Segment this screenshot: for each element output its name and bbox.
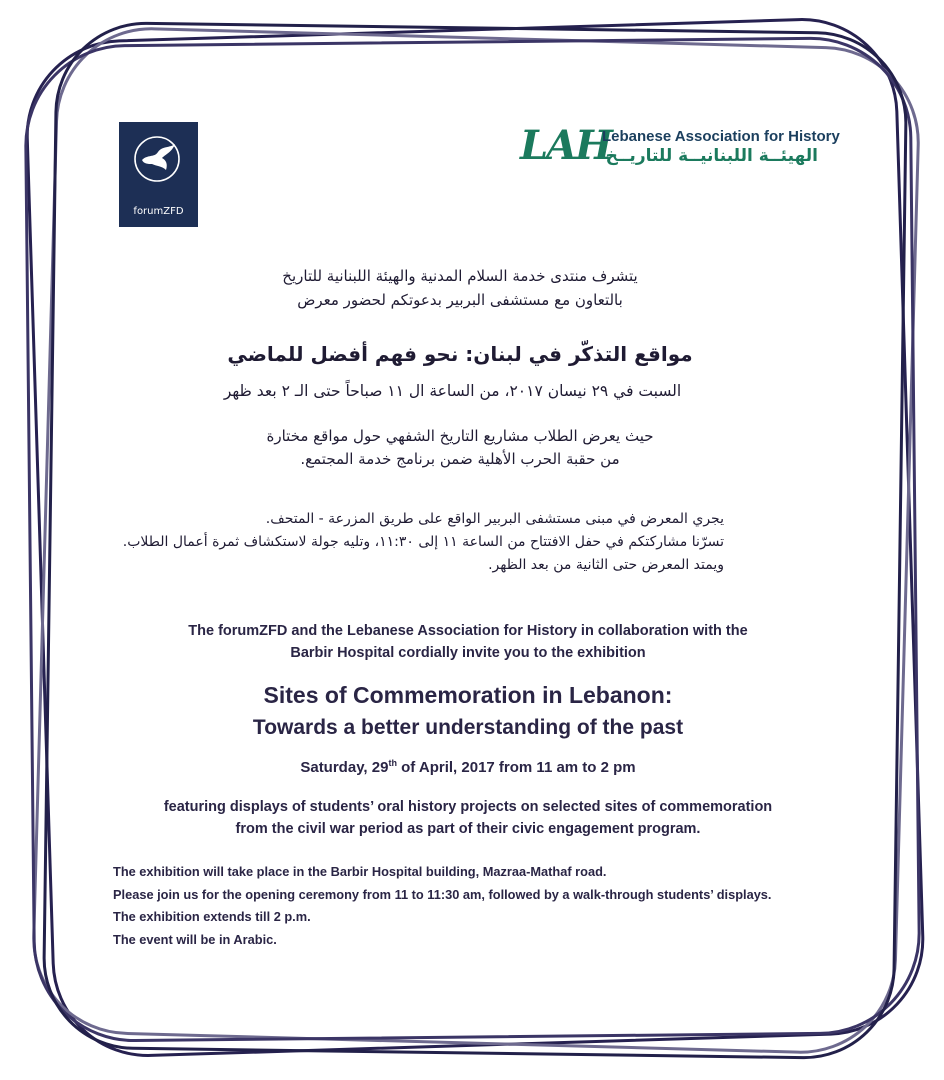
english-subtitle: Towards a better understanding of the past bbox=[252, 716, 684, 739]
english-info bbox=[113, 861, 843, 952]
arabic-intro-line: بالتعاون مع مستشفى البربير بدعوتكم لحضور معرض bbox=[297, 291, 623, 309]
arabic-date: السبت في ٢٩ نيسان ٢٠١٧، من الساعة ال ١١ صباحاً حتى الـ ٢ بعد ظهر bbox=[223, 382, 682, 400]
arabic-info-line: تسرّنا مشاركتكم في حفل الافتتاح من الساعة ١١ إلى ١١:٣٠، وتليه جولة لاستكشاف ثمرة أعمال الطلاب. bbox=[122, 534, 724, 550]
arabic-feature-line: من حقبة الحرب الأهلية ضمن برنامج خدمة المجتمع. bbox=[300, 450, 620, 468]
arabic-feature bbox=[200, 425, 720, 471]
english-date bbox=[100, 752, 836, 779]
english-title: Sites of Commemoration in Lebanon: bbox=[263, 682, 673, 708]
english-info-line: The exhibition will take place in the Barbir Hospital building, Mazraa-Mathaf road. bbox=[113, 864, 607, 879]
arabic-intro-line: يتشرف منتدى خدمة السلام المدنية والهيئة اللبنانية للتاريخ bbox=[282, 267, 638, 285]
english-feature-line: featuring displays of students’ oral history projects on selected sites of commemoration bbox=[163, 799, 773, 815]
lah-logo bbox=[520, 120, 840, 180]
arabic-info-line: ويمتد المعرض حتى الثانية من بعد الظهر. bbox=[488, 557, 724, 573]
lah-arabic-name: الهيئــة اللبنانيــة للتاريــخ bbox=[605, 146, 818, 166]
english-feature bbox=[100, 796, 836, 840]
arabic-feature-line: حيث يعرض الطلاب مشاريع التاريخ الشفهي حول مواقع مختارة bbox=[266, 427, 654, 445]
lah-mark: LAH bbox=[520, 122, 611, 169]
english-info-line: Please join us for the opening ceremony from 11 to 11:30 am, followed by a walk-through students’ displays. bbox=[113, 886, 772, 902]
english-feature-line: from the civil war period as part of their civic engagement program. bbox=[235, 821, 701, 837]
forumzfd-logo bbox=[119, 122, 198, 227]
english-date-suffix: of April, 2017 from 11 am to 2 pm bbox=[396, 759, 636, 776]
english-invite bbox=[100, 620, 836, 664]
arabic-intro bbox=[200, 264, 720, 312]
english-info-line: The event will be in Arabic. bbox=[113, 932, 277, 948]
arabic-info-line: يجري المعرض في مبنى مستشفى البربير الواقع على طريق المزرعة - المتحف. bbox=[265, 511, 724, 527]
english-invite-line: The forumZFD and the Lebanese Association for History in collaboration with the bbox=[188, 623, 748, 639]
english-info-line: The exhibition extends till 2 p.m. bbox=[113, 909, 311, 925]
dove-icon bbox=[132, 134, 182, 184]
english-invite-line: Barbir Hospital cordially invite you to the exhibition bbox=[290, 645, 646, 661]
english-date-sup: th bbox=[388, 758, 397, 768]
arabic-title: مواقع التذكّر في لبنان: نحو فهم أفضل للماضي bbox=[227, 342, 693, 366]
english-date-prefix: Saturday, 29 bbox=[300, 759, 389, 776]
forumzfd-name: forumZFD bbox=[133, 206, 184, 217]
lah-english-name: Lebanese Association for History bbox=[602, 128, 840, 145]
